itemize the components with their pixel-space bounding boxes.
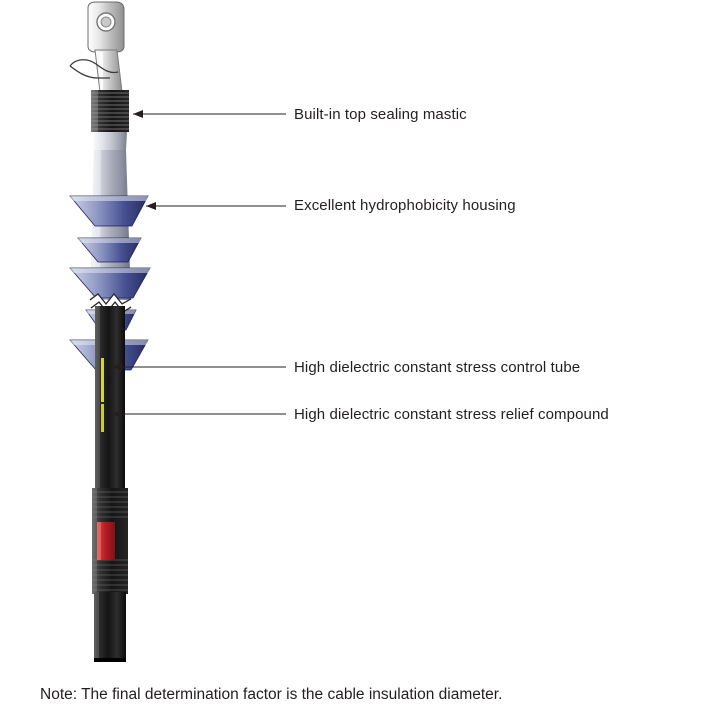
figure-note: Note: The final determination factor is the cable insulation diameter. [40, 686, 503, 703]
lower-cable-section [92, 488, 128, 594]
cable-bottom [94, 592, 126, 662]
callout-label-housing: Excellent hydrophobicity housing [294, 197, 516, 214]
callout-label-stress-relief-compound: High dielectric constant stress relief compound [294, 406, 609, 423]
callout-label-stress-control-tube: High dielectric constant stress control tube [294, 359, 581, 376]
top-sealing-mastic [91, 90, 129, 132]
leader-lines [112, 114, 286, 414]
stress-control-tube-body [95, 306, 125, 490]
callout-label-mastic: Built-in top sealing mastic [294, 106, 467, 123]
